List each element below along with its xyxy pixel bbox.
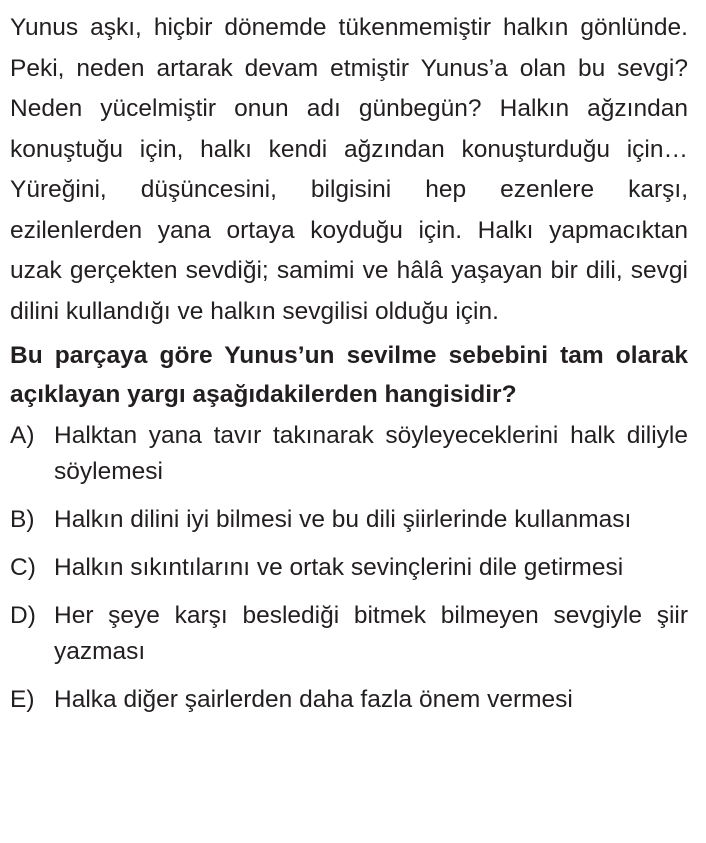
option-e[interactable] xyxy=(10,682,688,718)
reading-passage: Yunus aşkı, hiçbir dönemde tükenmemiştir halkın gönlünde. Peki, neden artarak devam etmiştir Yunus’a olan bu sevgi? Neden yücelmiştir onun adı günbegün? Halkın ağzından konuştuğu için, halkı kendi ağzından konuşturduğu için… Yüreğini, düşüncesini, bilgisini hep ezenlere karşı, ezilenlerden yana ortaya koyduğu için. Halkı yapmacıktan uzak gerçekten sevdiği; samimi ve hâlâ yaşayan bir dili, sevgi dilini kullandığı ve halkın sevgilisi olduğu için. xyxy=(10,14,688,325)
option-letter: A) xyxy=(10,422,35,449)
option-text: Halkın sıkıntılarını ve ortak sevinçlerini dile getirmesi xyxy=(54,554,624,581)
option-text: Halktan yana tavır takınarak söyleyeceklerini halk diliyle söylemesi xyxy=(54,422,688,485)
option-d[interactable] xyxy=(10,598,688,670)
option-letter: E) xyxy=(10,686,35,713)
question-stem: Bu parçaya göre Yunus’un sevilme sebebini tam olarak açıklayan yargı aşağıdakilerden hangisidir? xyxy=(10,342,688,408)
answer-options xyxy=(10,418,688,718)
option-c[interactable] xyxy=(10,550,688,586)
option-letter: C) xyxy=(10,554,36,581)
option-b[interactable] xyxy=(10,502,688,538)
option-letter: B) xyxy=(10,506,35,533)
option-a[interactable] xyxy=(10,418,688,490)
option-text: Her şeye karşı beslediği bitmek bilmeyen sevgiyle şiir yazması xyxy=(54,602,688,665)
option-text: Halka diğer şairlerden daha fazla önem vermesi xyxy=(54,686,573,713)
option-letter: D) xyxy=(10,602,36,629)
option-text: Halkın dilini iyi bilmesi ve bu dili şiirlerinde kullanması xyxy=(54,506,632,533)
